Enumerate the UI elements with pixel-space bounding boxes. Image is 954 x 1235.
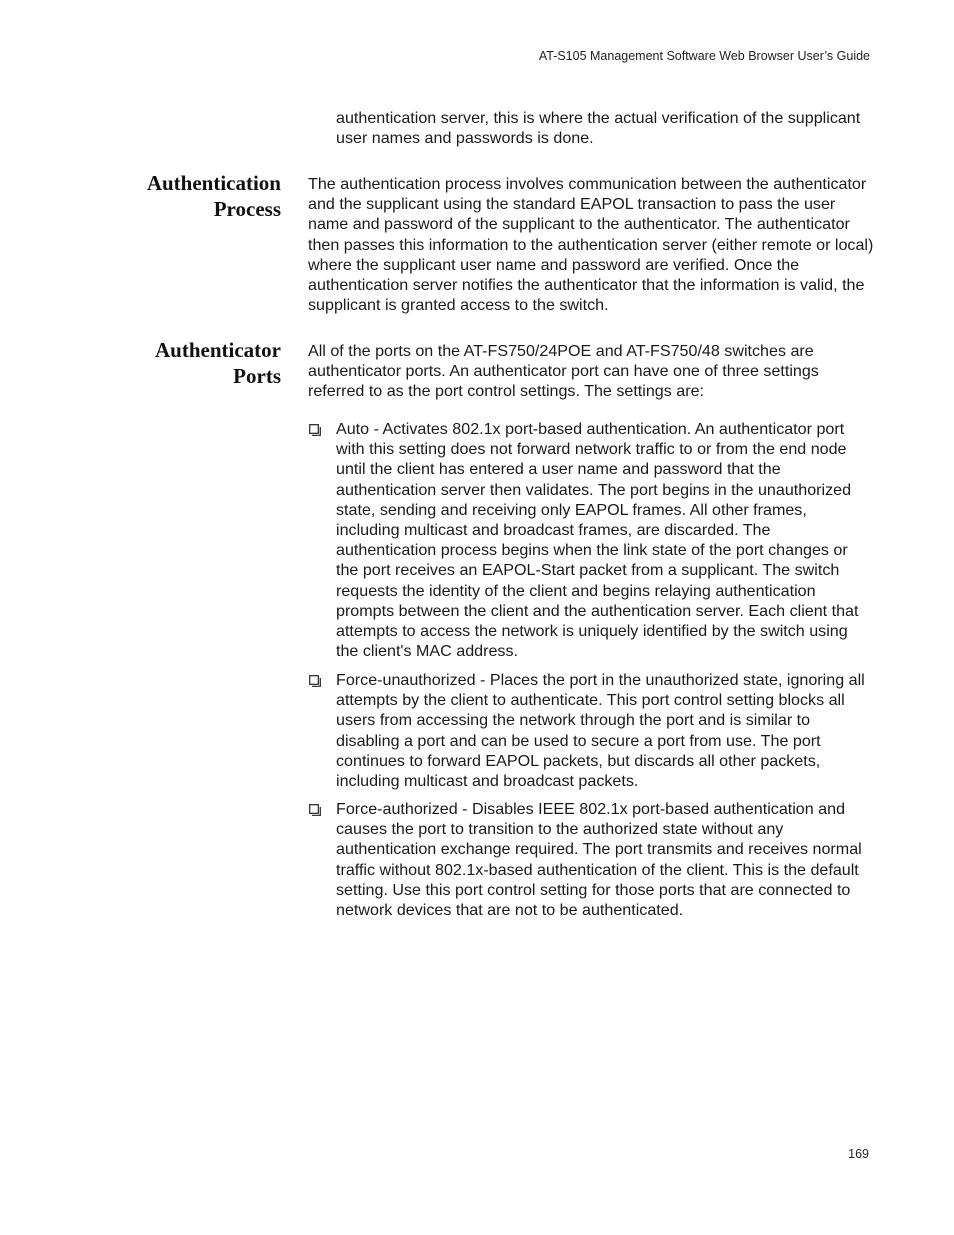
bullet-text: Force-unauthorized - Places the port in the unauthorized state, ignoring all attempts by the client to authenticate. This port control setting blocks all users from accessing the network through the port and is similar to disabling a port and can be used to secure a port from use. The port continues to forward EAPOL packets, but discards all other packets, including multicast and broadcast packets. <box>336 671 865 791</box>
checkbox-bullet-icon <box>309 804 321 816</box>
authentication-process-paragraph: The authentication process involves communication between the authenticator and the supplicant using the standard EAPOL transaction to pass the user name and password of the supplicant to the authenticator. The authenticator then passes this information to the authentication server (either remote or local) where the supplicant user name and password are verified. Once the authentication server notifies the authenticator that the information is valid, the supplicant is granted access to the switch. <box>308 175 874 315</box>
section-heading-authenticator-ports <box>120 337 281 389</box>
heading-line: Ports <box>233 364 281 388</box>
section-heading-authentication-process <box>120 170 281 222</box>
bullet-item-force-unauthorized <box>308 670 874 795</box>
heading-line: Process <box>213 197 281 221</box>
checkbox-bullet-icon <box>309 424 321 436</box>
running-header: AT-S105 Management Software Web Browser User’s Guide <box>538 49 870 63</box>
bullet-text: Force-authorized - Disables IEEE 802.1x port-based authentication and causes the port to transition to the authorized state without any authentication exchange required. The port transmits and receives normal traffic without 802.1x-based authentication of the client. This is the default setting. Use this port control setting for those ports that are connected to network devices that are not to be authenticated. <box>336 800 862 920</box>
bullet-item-auto <box>308 419 874 664</box>
heading-line: Authentication <box>146 171 281 195</box>
bullet-item-force-authorized <box>308 799 874 924</box>
authenticator-ports-paragraph: All of the ports on the AT-FS750/24POE and AT-FS750/48 switches are authenticator ports. An authenticator port can have one of three settings referred to as the port control settings. The settings are: <box>308 342 819 401</box>
continuation-paragraph: authentication server, this is where the actual verification of the supplicant user names and passwords is done. <box>336 109 861 148</box>
heading-line: Authenticator <box>155 338 281 362</box>
checkbox-bullet-icon <box>309 675 321 687</box>
bullet-text: Auto - Activates 802.1x port-based authentication. An authenticator port with this setting does not forward network traffic to or from the end node until the client has entered a user name and password that the authentication server then validates. The port begins in the unauthorized state, sending and receiving only EAPOL frames. All other frames, including multicast and broadcast frames, are discarded. The authentication process begins when the link state of the port changes or the port receives an EAPOL-Start packet from a supplicant. The switch requests the identity of the client and begins relaying authentication prompts between the client and the authentication server. Each client that attempts to access the network is uniquely identified by the switch using the client's MAC address. <box>336 420 859 661</box>
page-number: 169 <box>848 1147 869 1161</box>
